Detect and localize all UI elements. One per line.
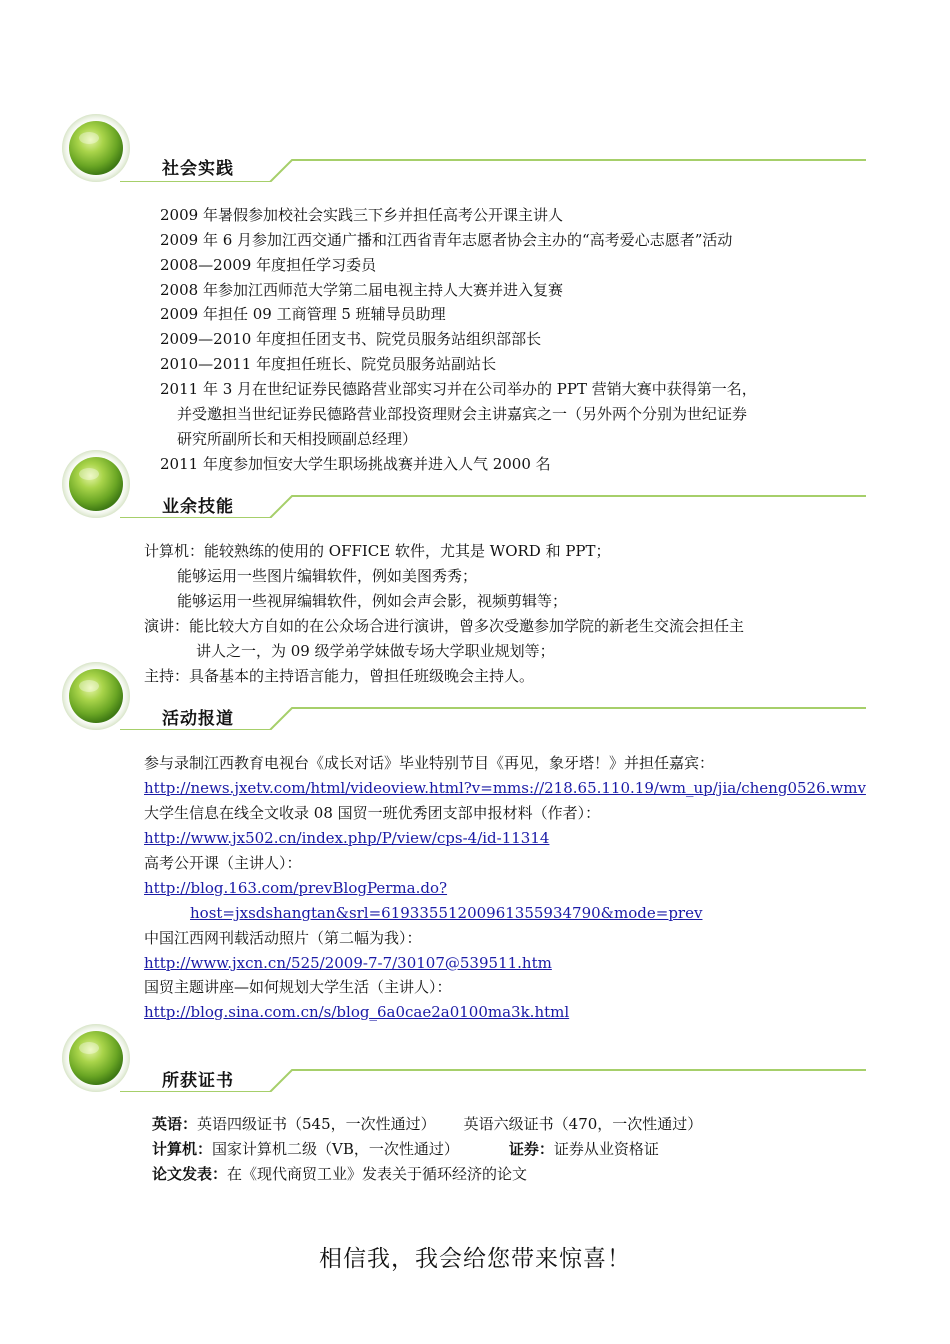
report-link-continuation[interactable]: host=jxsdshangtan&srl=61933551200961355934790&mode=prev xyxy=(190,904,703,922)
paper-label: 论文发表： xyxy=(152,1165,228,1183)
list-item: 2009 年 6 月参加江西交通广播和江西省青年志愿者协会主办的“高考爱心志愿者”活动 xyxy=(160,231,733,249)
list-item: 计算机：能较熟练的使用的 OFFICE 软件，尤其是 WORD 和 PPT； xyxy=(144,542,611,560)
section-header xyxy=(60,660,870,730)
english-cet4: 英语四级证书（545，一次性通过） xyxy=(197,1115,436,1133)
report-link[interactable]: http://news.jxetv.com/html/videoview.html?v=mms://218.65.110.19/wm_up/jia/cheng0526.wmv xyxy=(144,779,866,797)
section-title: 所获证书 xyxy=(162,1071,234,1091)
list-item: 2010—2011 年度担任班长、院党员服务站副站长 xyxy=(160,355,497,373)
securities-label: 证券： xyxy=(508,1140,554,1158)
securities-value: 证券从业资格证 xyxy=(553,1140,659,1158)
report-link[interactable]: http://blog.sina.com.cn/s/blog_6a0cae2a0100ma3k.html xyxy=(144,1003,570,1021)
list-item: 2009 年暑假参加校社会实践三下乡并担任高考公开课主讲人 xyxy=(160,206,563,224)
list-item: 中国江西网刊载活动照片（第二幅为我）： xyxy=(144,929,422,947)
computer-cert-row xyxy=(152,1139,659,1159)
section-title: 社会实践 xyxy=(162,159,234,179)
list-item: 并受邀担当世纪证券民德路营业部投资理财会主讲嘉宾之一（另外两个分别为世纪证券 xyxy=(177,405,748,423)
english-cert-row xyxy=(152,1114,702,1134)
closing-statement: 相信我，我会给您带来惊喜！ xyxy=(319,1246,631,1272)
list-item: 2009 年担任 09 工商管理 5 班辅导员助理 xyxy=(160,305,446,323)
english-cet6: 英语六级证书（470，一次性通过） xyxy=(463,1115,703,1133)
report-link[interactable]: http://www.jx502.cn/index.php/P/view/cps-4/id-11314 xyxy=(144,829,550,847)
computer-label: 计算机： xyxy=(152,1140,213,1158)
list-item: 2009—2010 年度担任团支书、院党员服务站组织部部长 xyxy=(160,330,542,348)
section-header xyxy=(60,448,870,518)
list-item: 2011 年 3 月在世纪证券民德路营业部实习并在公司举办的 PPT 营销大赛中获得第一名， xyxy=(160,380,757,398)
section-header xyxy=(60,112,870,182)
list-item: 能够运用一些图片编辑软件，例如美图秀秀； xyxy=(177,567,478,585)
paper-row xyxy=(152,1164,527,1184)
list-item: 2008—2009 年度担任学习委员 xyxy=(160,256,377,274)
list-item: 高考公开课（主讲人）： xyxy=(144,854,302,872)
report-link[interactable]: http://blog.163.com/prevBlogPerma.do? xyxy=(144,879,448,897)
list-item: 演讲：能比较大方自如的在公众场合进行演讲，曾多次受邀参加学院的新老生交流会担任主 xyxy=(144,617,745,635)
section-title: 活动报道 xyxy=(162,709,234,729)
computer-value: 国家计算机二级（VB，一次性通过） xyxy=(212,1140,459,1158)
list-item: 2008 年参加江西师范大学第二届电视主持人大赛并进入复赛 xyxy=(160,281,563,299)
section-header xyxy=(60,1022,870,1092)
english-label: 英语： xyxy=(152,1115,198,1133)
list-item: 参与录制江西教育电视台《成长对话》毕业特别节目《再见，象牙塔！》并担任嘉宾： xyxy=(144,754,715,772)
section-title: 业余技能 xyxy=(162,497,234,517)
list-item: 国贸主题讲座—如何规划大学生活（主讲人）： xyxy=(144,978,452,996)
list-item: 2011 年度参加恒安大学生职场挑战赛并进入人气 2000 名 xyxy=(160,455,551,473)
report-link[interactable]: http://www.jxcn.cn/525/2009-7-7/30107@539511.htm xyxy=(144,954,552,972)
list-item: 讲人之一，为 09 级学弟学妹做专场大学职业规划等； xyxy=(196,642,555,660)
list-item: 大学生信息在线全文收录 08 国贸一班优秀团支部申报材料（作者）： xyxy=(144,804,601,822)
list-item: 主持：具备基本的主持语言能力，曾担任班级晚会主持人。 xyxy=(144,667,535,685)
list-item: 研究所副所长和天相投顾副总经理） xyxy=(177,430,418,448)
paper-value: 在《现代商贸工业》发表关于循环经济的论文 xyxy=(227,1165,528,1183)
list-item: 能够运用一些视屏编辑软件，例如会声会影，视频剪辑等； xyxy=(177,592,568,610)
